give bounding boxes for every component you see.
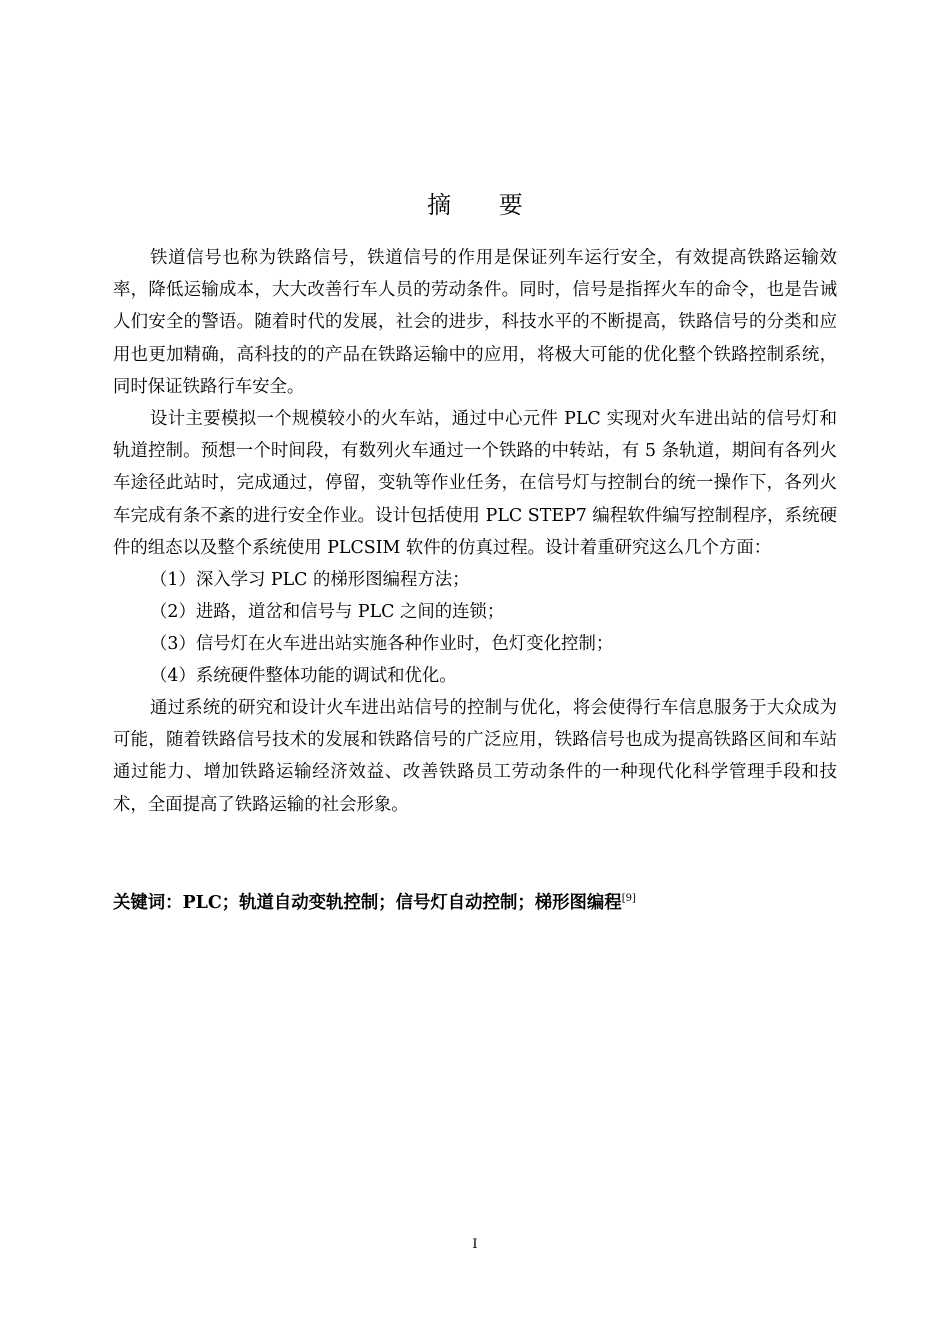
list-item-2: （2）进路，道岔和信号与 PLC 之间的连锁； bbox=[150, 602, 505, 623]
list-item-1: （1）深入学习 PLC 的梯形图编程方法； bbox=[150, 570, 470, 591]
keywords-text: 关键词：PLC；轨道自动变轨控制；信号灯自动控制；梯形图编程 bbox=[113, 893, 622, 913]
abstract-paragraph-2: 设计主要模拟一个规模较小的火车站，通过中心元件 PLC 实现对火车进出站的信号灯和轨道控制。预想一个时间段，有数列火车通过一个铁路的中转站，有 5 条轨道，期间有各列火车途径此站时，完成通过，停留，变轨等作业任务，在信号灯与控制台的统一操作下，各列火车完成有条不紊的进行安全作业。设计包括使用 PLC STEP7 编程软件编写控制程序，系统硬件的组态以及整个系统使用 PLCSIM 软件的仿真过程。设计着重研究这么几个方面： bbox=[113, 409, 837, 558]
page-title: 摘 要 bbox=[427, 191, 543, 219]
list-item-4: （4）系统硬件整体功能的调试和优化。 bbox=[150, 666, 457, 687]
page-number: I bbox=[472, 1237, 478, 1252]
keywords-citation: [9] bbox=[621, 893, 636, 904]
keywords-line bbox=[113, 884, 636, 918]
abstract-body bbox=[113, 242, 837, 821]
abstract-paragraph-1: 铁道信号也称为铁路信号，铁道信号的作用是保证列车运行安全，有效提高铁路运输效率，降低运输成本，大大改善行车人员的劳动条件。同时，信号是指挥火车的命令，也是告诫人们安全的警语。随着时代的发展，社会的进步，科技水平的不断提高，铁路信号的分类和应用也更加精确，高科技的的产品在铁路运输中的应用，将极大可能的优化整个铁路控制系统，同时保证铁路行车安全。 bbox=[113, 248, 837, 397]
abstract-paragraph-3: 通过系统的研究和设计火车进出站信号的控制与优化，将会使得行车信息服务于大众成为可能，随着铁路信号技术的发展和铁路信号的广泛应用，铁路信号也成为提高铁路区间和车站通过能力、增加铁路运输经济效益、改善铁路员工劳动条件的一种现代化科学管理手段和技术，全面提高了铁路运输的社会形象。 bbox=[113, 698, 837, 815]
list-item-3: （3）信号灯在火车进出站实施各种作业时，色灯变化控制； bbox=[150, 634, 614, 655]
